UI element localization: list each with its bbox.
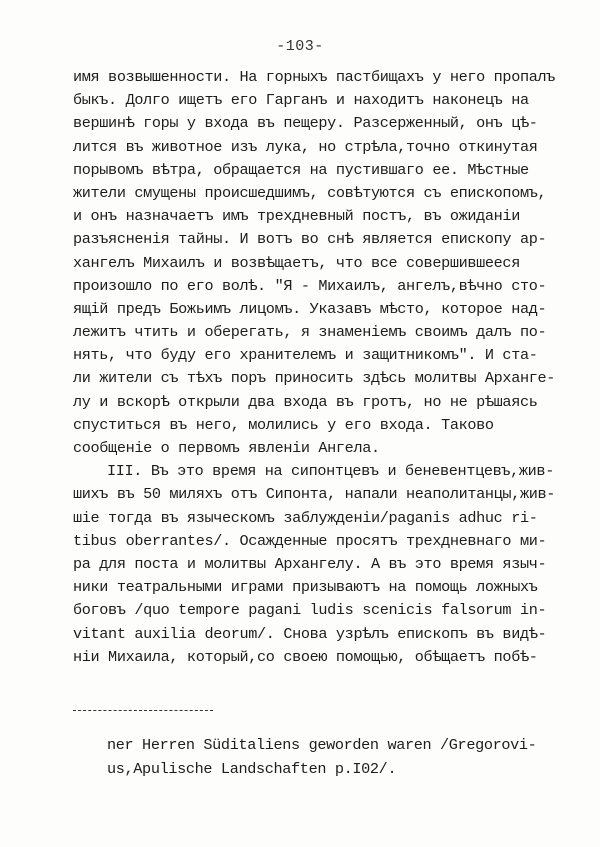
text-line: ра для поста и молитвы Архангелу. А въ это время языч- bbox=[73, 554, 547, 573]
text-line: лится въ животное изъ лука, но стрѣла,точно откинутая bbox=[73, 137, 538, 156]
page-number: -103- bbox=[276, 38, 324, 55]
text-line: шихъ въ 50 миляхъ отъ Сипонта, напали неаполитанцы,жив- bbox=[73, 485, 556, 504]
text-line: шіе тогда въ языческомъ заблужденіи/paganis adhuc ri- bbox=[73, 508, 538, 527]
text-line: имя возвышенности. На горныхъ пастбищахъ у него пропалъ bbox=[73, 68, 556, 86]
text-line: нять, что буду его хранителемъ и защитникомъ". И ста- bbox=[73, 346, 538, 365]
text-line: хангелъ Михаилъ и возвѣщаетъ, что все совершившееся bbox=[73, 253, 520, 272]
footnote-line: ner Herren Süditaliens geworden waren /Gregorovi- bbox=[107, 736, 537, 754]
text-line: и онъ назначаетъ имъ трехдневный постъ, въ ожиданіи bbox=[73, 207, 520, 226]
text-line: жители смущены происшедшимъ, совѣтуются съ епископомъ, bbox=[73, 183, 547, 202]
text-line: быкъ. Долго ищетъ его Гарганъ и находитъ наконецъ на bbox=[73, 91, 529, 110]
text-line: лу и вскорѣ открыли два входа въ гротъ, но не рѣшаясь bbox=[73, 392, 538, 411]
text-line: разъясненія тайны. И вотъ во снѣ является епископу ар- bbox=[73, 230, 547, 249]
text-line: ящій предъ Божьимъ лицомъ. Указавъ мѣсто, которое над- bbox=[73, 299, 547, 318]
text-line: ли жители съ тѣхъ поръ приносить здѣсь молитвы Арханге- bbox=[73, 369, 556, 388]
text-line: сообщеніе о первомъ явленіи Ангела. bbox=[73, 439, 380, 457]
text-line: боговъ /quo tempore pagani ludis scenicis falsorum in- bbox=[73, 601, 547, 620]
body-text bbox=[73, 66, 573, 669]
text-line: ніи Михаила, который,со своею помощью, обѣщаетъ побѣ- bbox=[73, 647, 538, 666]
text-line: ники театральными играми призываютъ на помощь ложныхъ bbox=[73, 578, 538, 597]
footnote bbox=[107, 733, 577, 781]
text-line: произошло по его волѣ. "Я - Михаилъ, ангелъ,вѣчно сто- bbox=[73, 276, 547, 295]
text-line: спуститься въ него, молились у его входа. Таково bbox=[73, 415, 494, 434]
text-line: tibus oberrantes/. Осажденные просятъ трехдневнаго ми- bbox=[73, 531, 547, 550]
footnote-separator bbox=[73, 710, 213, 711]
section-heading-line: III. Въ это время на сипонтцевъ и беневентцевъ,жив- bbox=[107, 462, 554, 481]
text-line: порывомъ вѣтра, обращается на пустившаго ее. Мѣстные bbox=[73, 160, 529, 179]
footnote-line: us,Apulische Landschaften p.I02/. bbox=[107, 760, 397, 778]
text-line: вершинѣ горы у входа въ пещеру. Разсерженный, онъ цѣ- bbox=[73, 114, 538, 133]
text-line: лежитъ чтить и оберегать, я знаменіемъ своимъ далъ по- bbox=[73, 323, 547, 342]
text-line: vitant auxilia deorum/. Снова узрѣлъ епископъ въ видѣ- bbox=[73, 624, 547, 643]
